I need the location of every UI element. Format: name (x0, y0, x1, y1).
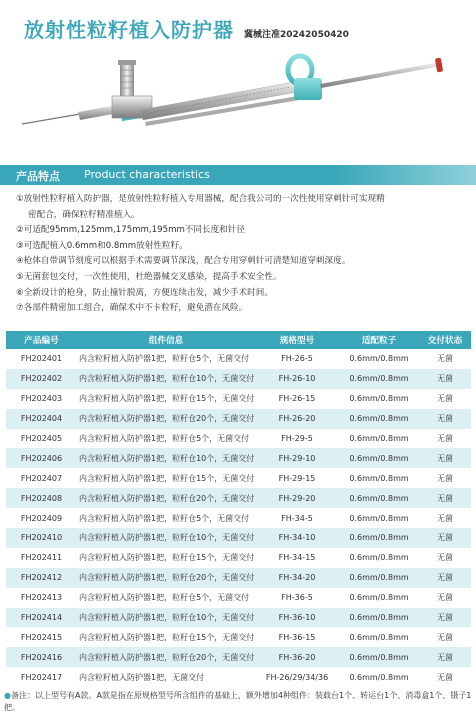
table-row (6, 627, 471, 647)
component-info-cell: 内含粒籽植入防护器1把，粒籽仓15个，无菌交付 (79, 473, 255, 483)
table-row (6, 588, 471, 608)
product-code-cell: FH202406 (6, 448, 77, 468)
model-cell: FH-36-10 (255, 608, 339, 628)
seed-size-cell: 0.6mm/0.8mm (349, 513, 409, 523)
product-code-cell: FH202408 (6, 488, 77, 508)
column-header: 规格型号 (255, 331, 339, 349)
table-row (6, 548, 471, 568)
page-title: 放射性粒籽植入防护器 (24, 18, 234, 42)
model-cell: FH-36-15 (278, 632, 316, 642)
model-cell: FH-26-15 (278, 394, 316, 404)
table-row (6, 568, 471, 588)
seed-size-cell: 0.6mm/0.8mm (349, 473, 409, 483)
component-info-cell: 内含粒籽植入防护器1把，粒籽仓15个，无菌交付 (79, 632, 255, 642)
component-info-cell: 内含粒籽植入防护器1把，无菌交付 (79, 672, 205, 682)
component-info-cell: 内含粒籽植入防护器1把，粒籽仓15个，无菌交付 (79, 553, 255, 563)
component-info-cell: 内含粒籽植入防护器1把，粒籽仓10个，无菌交付 (77, 369, 255, 389)
seed-size-cell: 0.6mm/0.8mm (349, 632, 409, 642)
feature-item: ④枪体自带调节刻度可以根据手术需要调节深浅，配合专用穿刺针可清楚知道穿刺深度。 (16, 256, 351, 267)
table-row (6, 528, 471, 548)
seed-size-cell: 0.6mm/0.8mm (349, 553, 409, 563)
delivery-status-cell: 无菌 (437, 593, 453, 603)
product-code-cell: FH202407 (20, 473, 63, 483)
component-info-cell: 内含粒籽植入防护器1把，粒籽仓5个，无菌交付 (79, 354, 250, 364)
component-info-cell: 内含粒籽植入防护器1把，粒籽仓5个，无菌交付 (79, 434, 250, 443)
seed-size-cell: 0.6mm/0.8mm (339, 647, 419, 667)
model-cell: FH-26-5 (281, 354, 313, 364)
feature-item: ⑦各部件精密加工组合，确保术中不卡粒籽，避免潜在风险。 (16, 303, 248, 314)
seed-size-cell: 0.6mm/0.8mm (349, 394, 409, 404)
seed-size-cell: 0.6mm/0.8mm (349, 434, 409, 443)
product-code-cell: FH202404 (6, 409, 77, 429)
component-info-cell: 内含粒籽植入防护器1把，粒籽仓10个，无菌交付 (77, 608, 255, 628)
component-info-cell: 内含粒籽植入防护器1把，粒籽仓10个，无菌交付 (77, 448, 255, 468)
component-info-cell: 内含粒籽植入防护器1把，粒籽仓5个，无菌交付 (79, 513, 250, 523)
delivery-status-cell: 无菌 (419, 568, 471, 588)
component-info-cell: 内含粒籽植入防护器1把，粒籽仓20个，无菌交付 (77, 647, 255, 667)
table-row (6, 488, 471, 508)
feature-item: ⑤无菌套包交付，一次性使用，杜绝器械交叉感染，提高手术安全性。 (16, 271, 282, 282)
handle (294, 78, 322, 100)
table-row (6, 647, 471, 667)
table-row (6, 389, 471, 409)
seed-size-cell: 0.6mm/0.8mm (339, 409, 419, 429)
model-cell: FH-29-5 (281, 434, 313, 443)
model-cell: FH-26-20 (255, 409, 339, 429)
table-row (6, 667, 471, 687)
column-header: 交付状态 (419, 331, 471, 349)
component-info-cell: 内含粒籽植入防护器1把，粒籽仓5个，无菌交付 (79, 593, 250, 603)
delivery-status-cell: 无菌 (437, 394, 453, 404)
model-cell: FH-34-20 (255, 568, 339, 588)
feature-list (16, 192, 468, 317)
banner-label-cn: 产品特点 (16, 170, 60, 183)
seed-size-cell: 0.6mm/0.8mm (339, 448, 419, 468)
delivery-status-cell: 无菌 (419, 647, 471, 667)
product-code-cell: FH202413 (20, 593, 63, 603)
table-row (6, 448, 471, 468)
model-cell: FH-26/29/34/36 (265, 672, 329, 682)
delivery-status-cell: 无菌 (437, 672, 453, 682)
plunger-rod (320, 62, 441, 88)
product-code-cell: FH202414 (6, 608, 77, 628)
product-table (6, 331, 471, 687)
seed-size-cell: 0.6mm/0.8mm (339, 369, 419, 389)
registration-number: 冀械注准20242050420 (244, 30, 349, 40)
component-info-cell: 内含粒籽植入防护器1把，粒籽仓10个，无菌交付 (77, 528, 255, 548)
delivery-status-cell: 无菌 (419, 369, 471, 389)
seed-size-cell: 0.6mm/0.8mm (339, 528, 419, 548)
table-row (6, 429, 471, 449)
feature-item: ③可选配植入0.6mm和0.8mm放射性粒籽。 (16, 240, 188, 251)
feature-item: ②可适配95mm,125mm,175mm,195mm不同长度和针径 (16, 225, 245, 236)
model-cell: FH-29-20 (255, 488, 339, 508)
bullet-icon: ● (4, 691, 11, 700)
footnote-text: 备注：以上型号有A款。A款是指在原规格型号所含组件的基础上，额外增加4种组件：装载台1个、转运台1个、消毒盒1个、镊子1把。 (4, 691, 472, 712)
feature-item-continuation: 密配合，确保粒籽精准植入。 (28, 209, 140, 220)
table-row (6, 608, 471, 628)
seed-size-cell: 0.6mm/0.8mm (349, 354, 409, 364)
delivery-status-cell: 无菌 (419, 528, 471, 548)
delivery-status-cell: 无菌 (437, 473, 453, 483)
product-code-cell: FH202416 (6, 647, 77, 667)
product-code-cell: FH202409 (20, 513, 63, 523)
model-cell: FH-34-10 (255, 528, 339, 548)
product-code-cell: FH202411 (20, 553, 63, 563)
product-code-cell: FH202412 (6, 568, 77, 588)
table-row (6, 508, 471, 528)
model-cell: FH-29-10 (255, 448, 339, 468)
delivery-status-cell: 无菌 (437, 434, 453, 443)
table-header-row (6, 331, 471, 349)
model-cell: FH-29-15 (278, 473, 316, 483)
model-cell: FH-34-15 (278, 553, 316, 563)
delivery-status-cell: 无菌 (419, 608, 471, 628)
product-code-cell: FH202403 (20, 394, 63, 404)
delivery-status-cell: 无菌 (437, 354, 453, 364)
product-code-cell: FH202402 (6, 369, 77, 389)
component-info-cell: 内含粒籽植入防护器1把，粒籽仓15个，无菌交付 (79, 394, 255, 404)
table-row (6, 468, 471, 488)
product-image (0, 52, 476, 160)
product-code-cell: FH202410 (6, 528, 77, 548)
plunger-tip (435, 58, 443, 73)
model-cell: FH-36-20 (255, 647, 339, 667)
feature-item: ①放射性粒籽植入防护器，是放射性粒籽植入专用器械，配合我公司的一次性使用穿刺针可实现精 (16, 194, 385, 204)
seed-size-cell: 0.6mm/0.8mm (349, 672, 409, 682)
model-cell: FH-34-5 (281, 513, 313, 523)
model-cell: FH-36-5 (281, 593, 313, 603)
delivery-status-cell: 无菌 (419, 409, 471, 429)
seed-size-cell: 0.6mm/0.8mm (349, 593, 409, 603)
delivery-status-cell: 无菌 (419, 488, 471, 508)
delivery-status-cell: 无菌 (437, 632, 453, 642)
table-row (6, 349, 471, 369)
product-code-cell: FH202415 (20, 632, 63, 642)
delivery-status-cell: 无菌 (437, 553, 453, 563)
product-code-cell: FH202417 (20, 672, 63, 682)
section-banner (0, 165, 476, 185)
table-row (6, 409, 471, 429)
component-info-cell: 内含粒籽植入防护器1把，粒籽仓20个，无菌交付 (77, 488, 255, 508)
seed-size-cell: 0.6mm/0.8mm (339, 608, 419, 628)
feature-item: ⑥全新设计的枪身，防止撞针脱离，方便连续击发，减少手术时间。 (16, 287, 273, 298)
seed-size-cell: 0.6mm/0.8mm (339, 488, 419, 508)
column-header: 产品编号 (6, 331, 77, 349)
component-info-cell: 内含粒籽植入防护器1把，粒籽仓20个，无菌交付 (77, 568, 255, 588)
column-header: 适配粒子 (339, 331, 419, 349)
model-cell: FH-26-10 (255, 369, 339, 389)
title-row (24, 14, 349, 43)
banner-label-en: Product characteristics (84, 168, 210, 181)
seed-size-cell: 0.6mm/0.8mm (339, 568, 419, 588)
table-row (6, 369, 471, 389)
delivery-status-cell: 无菌 (419, 448, 471, 468)
product-code-cell: FH202401 (20, 354, 63, 364)
delivery-status-cell: 无菌 (437, 513, 453, 523)
column-header: 组件信息 (77, 331, 255, 349)
footnote (4, 690, 472, 714)
component-info-cell: 内含粒籽植入防护器1把，粒籽仓20个，无菌交付 (77, 409, 255, 429)
product-code-cell: FH202405 (20, 434, 63, 443)
